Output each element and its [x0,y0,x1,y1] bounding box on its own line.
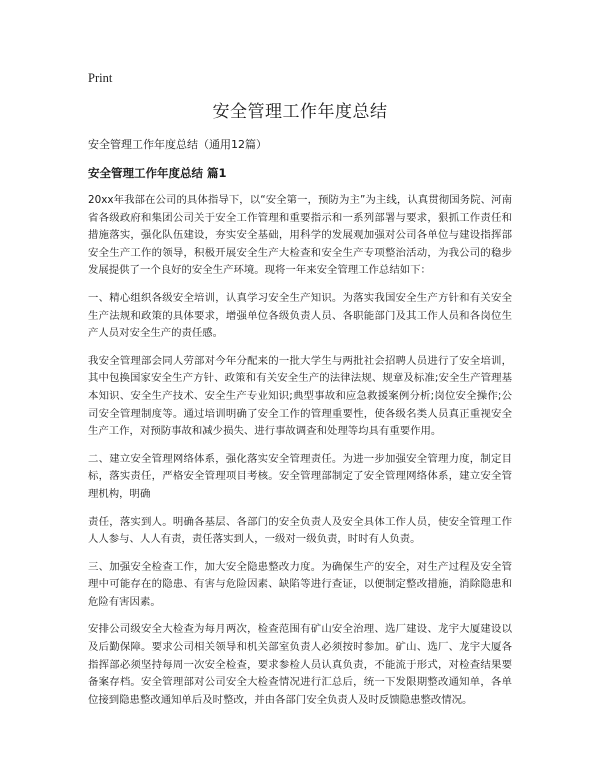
paragraph-training: 一、精心组织各级安全培训，认真学习安全生产知识。为落实我国安全生产方针和有关安全生产法规和政策的具体要求，增强单位各级负责人员、各职能部门及其工作人员和各岗位生产人员对安全生产的责任感。 [88,291,512,340]
section-heading: 安全管理工作年度总结 篇1 [88,166,227,180]
print-link[interactable]: Print [88,71,113,85]
paragraph-inspection-detail: 安排公司级安全大检查为每月两次，检查范围有矿山安全治理、选厂建设、龙宇大厦建设以及后勤保障。要求公司相关领导和机关部室负责人必须按时参加。矿山、选厂、龙宇大厦各指挥部必须坚持每周一次安全检查，要求参检人员认真负责，不能流于形式，对检查结果要备案存档。安全管理部对公司安全大检查情况进行汇总后，统一下发限期整改通知单，各单位接到隐患整改通知单后及时整改，并由各部门安全负责人及时反馈隐患整改情况。 [88,623,512,706]
paragraph-intro: 20xx年我部在公司的具体指导下，以“安全第一，预防为主”为主线，认真贯彻国务院、河南省各级政府和集团公司关于安全工作管理和重要指示和一系列部署与要求，狠抓工作责任和措施落实，强化队伍建设，夯实安全基础，用科学的发展观加强对公司各单位与建设指挥部安全生产工作的领导，积极开展安全生产大检查和安全生产专项整治活动，为我公司的稳步发展提供了一个良好的安全生产环境。现将一年来安全管理工作总结如下： [88,194,512,277]
document-subtitle: 安全管理工作年度总结（通用12篇） [88,138,267,151]
paragraph-inspection: 三、加强安全检查工作，加大安全隐患整改力度。为确保生产的安全，对生产过程及安全管理中可能存在的隐患、有害与危险因素、缺陷等进行查证，以便制定整改措施，消除隐患和危险有害因素。 [88,560,512,608]
paragraph-responsibility: 责任，落实到人。明确各基层、各部门的安全负责人及安全具体工作人员，使安全管理工作人人参与、人人有责，责任落实到人，一级对一级负责，时时有人负责。 [88,515,512,546]
paragraph-training-detail: 我安全管理部会同人劳部对今年分配来的一批大学生与两批社会招聘人员进行了安全培训，其中包换国家安全生产方针、政策和有关安全生产的法律法规、规章及标准;安全生产管理基本知识、安全生产技术、安全生产专业知识;典型事故和应急救援案例分析;岗位安全操作;公司安全管理制度等。通过培训明确了安全工作的管理重要性，使各级名类人员真正重视安全生产工作，对预防事故和减少损失、进行事故调查和处理等均具有重要作用。 [88,354,512,438]
document-title: 安全管理工作年度总结 [212,102,388,122]
paragraph-network: 二、建立安全管理网络体系，强化落实安全管理责任。为进一步加强安全管理力度，制定目标，落实责任，严格安全管理项目考核。安全管理部制定了安全管理网络体系，建立安全管理机构，明确 [88,452,512,500]
